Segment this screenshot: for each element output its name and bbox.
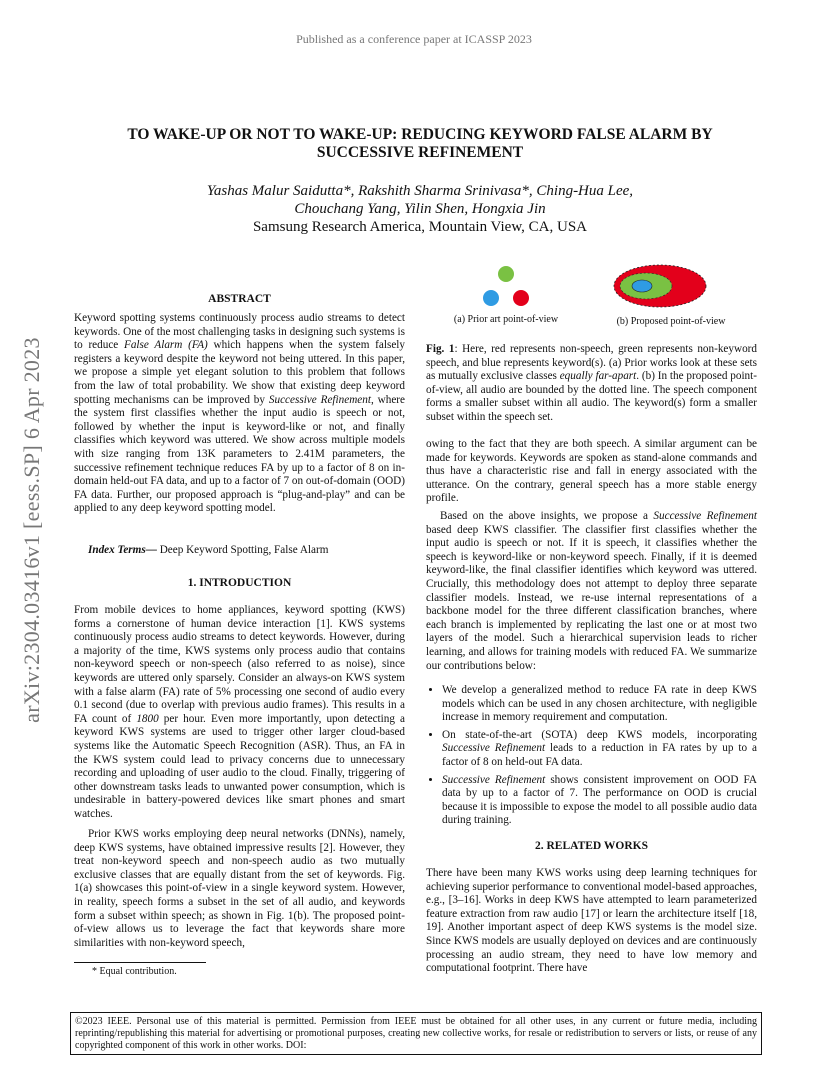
figure-1b-diagram bbox=[612, 263, 708, 309]
figure-caption-em: equally far-apart bbox=[559, 370, 637, 383]
index-terms-label: Index Terms— bbox=[88, 544, 157, 556]
abstract-part-c: , where the system first classifies whether the input audio is speech or not, followed by whether the input is keyword-like or not, and finally classifies which keyword was uttered. We show across multiple models with size ranging from 13K parameters to 2.41M parameters, the successive refinement technique reduces FA by up to a factor of 8 on in-domain held-out FA data, and up to a factor of 7 on out-of-domain (OOD) FA data. Further, our proposed approach is “plug-and-play” and can be applied to any deep keyword spotting model. bbox=[74, 393, 405, 515]
keyword-ellipse bbox=[632, 280, 652, 292]
abstract-heading: ABSTRACT bbox=[208, 293, 271, 305]
bullet2-part-b: leads to a reduction in FA rates by up to a factor of 8 on held-out FA data. bbox=[442, 742, 757, 768]
related-works-heading: 2. RELATED WORKS bbox=[534, 840, 648, 852]
abstract-text bbox=[74, 312, 405, 516]
intro-p1-em: 1800 bbox=[136, 712, 159, 725]
contribution-item: • We develop a generalized method to reduce FA rate in deep KWS models which can be used in any chosen architecture, with negligible increase in memory requirement and computation. bbox=[442, 684, 757, 725]
figure-1-label: Fig. 1 bbox=[426, 343, 455, 355]
contribution-item bbox=[442, 729, 757, 770]
non-speech-circle bbox=[513, 290, 529, 306]
figure-1a-caption: (a) Prior art point-of-view bbox=[453, 314, 559, 325]
right-p2-part-b: based deep KWS classifier. The classifier first classifies whether the input audio is speech or not. If it is speech, it classifies whether the speech is keyword-like or non-keyword speech. Finally, if it is deemed keyword-like, the final classifier identifies which keyword was uttered. Crucially, this methodology does not attempt to deploy three separate classifier models. Instead, we re-use internal representations of a backbone model for the three different classification branches, where each branch is implemented by replicating the last one or at most two layers of the model. Such a hierarchical supervision leads to richer learning, and allows for training models with reduced FA. We summarize our contributions below: bbox=[426, 523, 757, 672]
footnote: * Equal contribution. bbox=[92, 966, 177, 977]
index-terms-text: Deep Keyword Spotting, False Alarm bbox=[156, 544, 329, 556]
abstract-em-successive-refinement: Successive Refinement bbox=[268, 393, 371, 406]
figure-caption-part-b: . (b) In the proposed point-of-view, all audio are bounded by the dotted line. The speech component forms a smaller subset within all audio. The keyword(s) form a smaller subset within the speech set. bbox=[426, 370, 757, 423]
footnote-rule bbox=[74, 962, 206, 963]
figure-1a-diagram bbox=[466, 262, 546, 310]
bullet3-em: Successive Refinement bbox=[442, 773, 546, 786]
arxiv-identifier-text: arXiv:2304.03416v1 [eess.SP] 6 Apr 2023 bbox=[19, 337, 44, 723]
arxiv-identifier bbox=[12, 300, 52, 760]
keyword-circle bbox=[483, 290, 499, 306]
paper-title: TO WAKE-UP OR NOT TO WAKE-UP: REDUCING KEYWORD FALSE ALARM BY SUCCESSIVE REFINEMENT bbox=[127, 126, 713, 161]
authors-line-2: Chouchang Yang, Yilin Shen, Hongxia Jin bbox=[294, 201, 546, 217]
right-p2-em: Successive Refinement bbox=[653, 510, 758, 522]
intro-p1-text: From mobile devices to home appliances, keyword spotting (KWS) forms a cornerstone of human device interaction [1]. KWS systems continuously process audio streams to detect keywords. However, during a majority of the time, KWS systems only process audio that contains non-keyword speech or non-speech (also referred to as noise), since keywords are uttered only sparsely. Consider an always-on KWS system with a false alarm (FA) rate of 5% processing one second of audio every 0.1 second (due to overlap with previous audio frames). This results in a FA count of bbox=[74, 604, 405, 725]
figure-1b-caption: (b) Proposed point-of-view bbox=[616, 316, 726, 327]
abstract-em-false-alarm: False Alarm (FA) bbox=[124, 339, 208, 352]
authors-line-1: Yashas Malur Saidutta*, Rakshith Sharma Srinivasa*, Ching-Hua Lee, bbox=[206, 183, 634, 199]
copyright-notice: ©2023 IEEE. Personal use of this material is permitted. Permission from IEEE must be obtained for all other uses, in any current or future media, including reprinting/republishing this material for advertising or promotional purposes, creating new collective works, for resale or redistribution to servers or lists, or reuse of any copyrighted component of this work in other works. DOI: bbox=[70, 1012, 762, 1055]
bullet2-em: Successive Refinement bbox=[442, 742, 546, 755]
related-works-paragraph: There have been many KWS works using deep learning techniques for achieving superior performance to conventional model-based approaches, e.g., [3–16]. Works in deep KWS have attempted to learn parameterized feature extraction from raw audio [17] or learn the architecture itself [18, 19]. Another important aspect of deep KWS systems is the model size. Since KWS models are usually deployed on devices and are continuously processing an audio stream, they need to have low memory and computational footprint. There have bbox=[426, 867, 757, 975]
affiliation: Samsung Research America, Mountain View, CA, USA bbox=[252, 219, 588, 235]
conference-header: Published as a conference paper at ICASSP 2023 bbox=[296, 32, 532, 46]
figure-caption-part-a: : Here, red represents non-speech, green represents non-keyword speech, and blue represents keyword(s). (a) Prior works look at these sets as mutually exclusive classes bbox=[426, 343, 757, 383]
intro-p1-end: per hour. Even more importantly, upon detecting a keyword KWS systems are used to trigger other larger cloud-based systems like the Automatic Speech Recognition (ASR). Thus, an FA in the KWS system could lead to privacy concerns due to unnecessary recording and uploading of user audio to the cloud. Finally, triggering of other downstream tasks leads to unwanted power consumption, which is undesirable in battery-powered devices like smart phones and smart watches. bbox=[74, 712, 405, 820]
intro-paragraph-2: Prior KWS works employing deep neural networks (DNNs), namely, deep KWS systems, have obtained impressive results [2]. However, they treat non-keyword speech and non-speech audio as two mutually exclusive classes that are equally distant from the set of keywords. Fig. 1(a) showcases this point-of-view in a single keyword system. However, in reality, speech forms a subset in the set of all audio, and keywords form a subset within speech; as shown in Fig. 1(b). The proposed point-of-view allows us to leverage the fact that keywords share more similarities with non-keyword speech, bbox=[74, 828, 405, 949]
abstract-part-b: which happens when the system falsely registers a keyword despite the keyword not being uttered. In this paper, we propose a simple yet elegant solution to this problem that follows from the law of total probability. We show that existing deep keyword spotting mechanisms can be improved by bbox=[74, 339, 406, 406]
contribution-item bbox=[442, 774, 757, 828]
bullet2-part-a: On state-of-the-art (SOTA) deep KWS models, incorporating bbox=[442, 728, 757, 741]
figure-1-caption bbox=[426, 343, 757, 425]
contributions-list bbox=[426, 684, 757, 832]
right-p2-part-a: Based on the above insights, we propose a bbox=[440, 510, 654, 522]
abstract-part-a: Keyword spotting systems continuously process audio streams to detect keywords. One of the most challenging tasks in designing such systems is to reduce bbox=[74, 312, 405, 352]
right-paragraph-1: owing to the fact that they are both speech. A similar argument can be made for keywords. Keywords are spoken as stand-alone commands and thus have a characteristic rise and fall in energy associated with the utterance. On the contrary, general speech has a more stable energy profile. bbox=[426, 438, 757, 505]
right-paragraph-2 bbox=[426, 510, 757, 673]
intro-heading: 1. INTRODUCTION bbox=[187, 577, 292, 589]
bullet3-part-b: shows consistent improvement on OOD FA data by up to a factor of 7. The performance on OOD is crucial because it is impossible to expose the model to all possible audio data during training. bbox=[442, 773, 757, 827]
index-terms bbox=[74, 544, 405, 558]
intro-paragraph-1 bbox=[74, 604, 405, 822]
non-keyword-speech-circle bbox=[498, 266, 514, 282]
author-list bbox=[100, 182, 740, 218]
